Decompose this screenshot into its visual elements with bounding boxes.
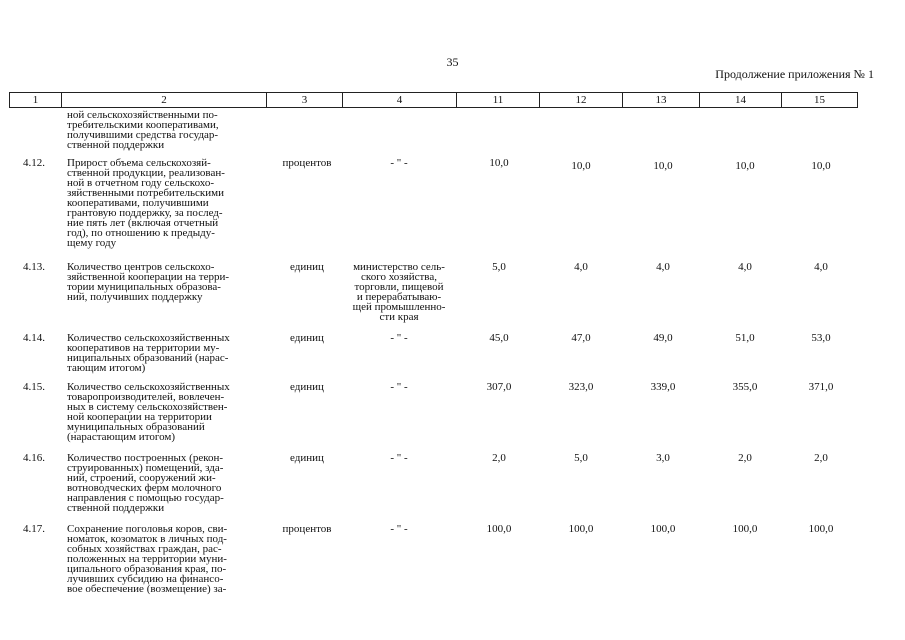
value-col-12: 100,0 [568,523,594,535]
value-col-13: 49,0 [653,332,673,344]
value-col-14: 10,0 [735,160,755,172]
value-col-14: 355,0 [732,381,758,393]
value-col-11: 2,0 [492,452,506,464]
value-col-15: 2,0 [814,452,828,464]
executor: - " - [390,381,408,393]
indicator-name: Количество построенных (рекон- струированных) помещений, зда- ний, строений, сооружений жи- вотноводческих ферм молочного направления с помощью государ- ственной поддержки [67,452,224,514]
header-col-15: 15 [781,93,857,107]
value-col-14: 2,0 [738,452,752,464]
indicator-name: Сохранение поголовья коров, сви- номаток, козоматок в личных под- собных хозяйствах граждан, рас- положенных на территории муни- ципального образования края, по- лучивших субсидию на финансо- вое обеспечение (возмещение) за- [67,523,228,595]
value-col-11: 5,0 [492,261,506,273]
header-col-2: 2 [61,93,266,107]
unit: процентов [282,523,332,535]
value-col-15: 100,0 [808,523,834,535]
row-number: 4.17. [23,523,45,535]
value-col-15: 4,0 [814,261,828,273]
value-col-12: 323,0 [568,381,594,393]
value-col-11: 45,0 [489,332,509,344]
value-col-11: 307,0 [486,381,512,393]
executor: - " - [390,157,408,169]
row-number: 4.13. [23,261,45,273]
executor: - " - [390,523,408,535]
value-col-12: 5,0 [574,452,588,464]
value-col-13: 3,0 [656,452,670,464]
unit: единиц [290,261,324,273]
row-number: 4.15. [23,381,45,393]
value-col-13: 10,0 [653,160,673,172]
executor: - " - [390,332,408,344]
value-col-11: 10,0 [489,157,509,169]
header-col-14: 14 [699,93,781,107]
unit: процентов [282,157,332,169]
value-col-15: 371,0 [808,381,834,393]
header-col-3: 3 [266,93,342,107]
executor: - " - [390,452,408,464]
header-col-1: 1 [32,94,39,106]
header-col-13: 13 [622,93,699,107]
value-col-12: 4,0 [574,261,588,273]
value-col-14: 51,0 [735,332,755,344]
value-col-14: 4,0 [738,261,752,273]
fragment-text: ной сельскохозяйственными по- требительскими кооперативами, получившими средства государ- ственной поддержки [67,109,219,151]
row-number: 4.14. [23,332,45,344]
indicator-name: Количество центров сельскохо- зяйственной кооперации на терри- тории муниципальных образова- ний, получивших поддержку [67,261,230,303]
value-col-13: 100,0 [650,523,676,535]
indicator-name: Прирост объема сельскохозяй- ственной продукции, реализован- ной в отчетном году сельскохо- зяйственными потребительскими кооперативами, получившими грантовую поддержку, за послед- ние пять лет (включая отчетный год), по отношению к предыду- щему году [67,157,225,249]
appendix-continuation-label: Продолжение приложения № 1 [715,67,874,81]
row-number: 4.12. [23,157,45,169]
value-col-13: 4,0 [656,261,670,273]
indicator-name: Количество сельскохозяйственных кооперативов на территории му- ниципальных образований (нарас- тающим итогом) [67,332,230,374]
page-number: 35 [446,55,459,69]
unit: единиц [290,452,324,464]
executor: министерство сель- ского хозяйства, торговли, пищевой и перерабатываю- щей промышленно- сти края [352,261,446,323]
header-col-11: 11 [456,93,539,107]
value-col-13: 339,0 [650,381,676,393]
value-col-11: 100,0 [486,523,512,535]
value-col-14: 100,0 [732,523,758,535]
value-col-12: 47,0 [571,332,591,344]
value-col-15: 53,0 [811,332,831,344]
header-col-12: 12 [539,93,622,107]
header-col-4: 4 [342,93,456,107]
unit: единиц [290,332,324,344]
row-number: 4.16. [23,452,45,464]
value-col-15: 10,0 [811,160,831,172]
table-header-row [9,92,858,108]
value-col-12: 10,0 [571,160,591,172]
indicator-name: Количество сельскохозяйственных товаропроизводителей, вовлечен- ных в систему сельскохозяйствен- ной кооперации на территории муниципальных образований (нарастающим итогом) [67,381,230,443]
unit: единиц [290,381,324,393]
